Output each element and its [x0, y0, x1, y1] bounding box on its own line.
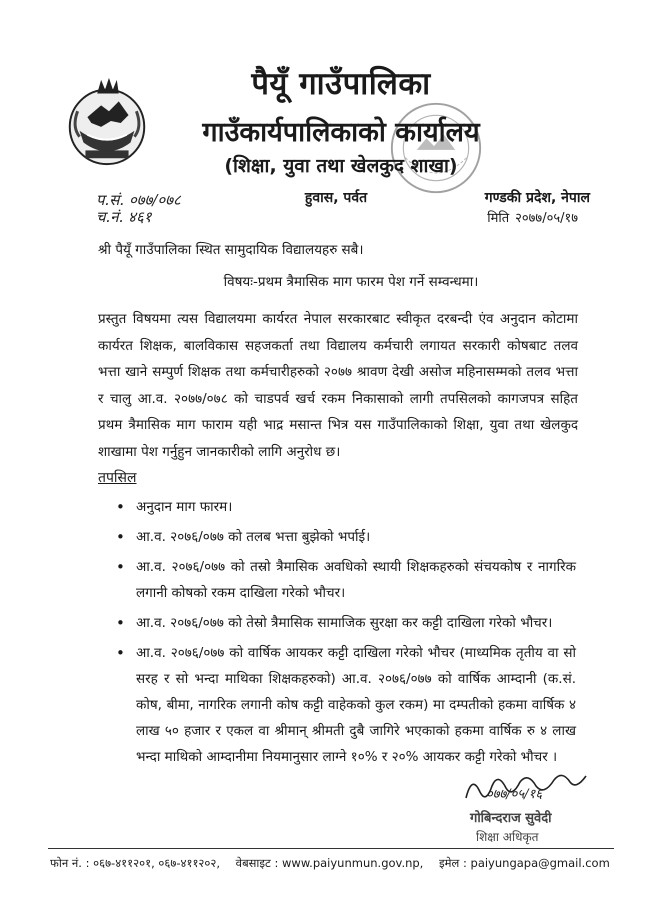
phone-value: ०६७-४११२०१, ०६७-४११२०२, — [93, 856, 221, 870]
dispatch-number: च.नं. ४६१ — [96, 208, 152, 226]
province-label: गण्डकी प्रदेश, नेपाल — [484, 190, 590, 206]
list-item: • आ.व. २०७६/०७७ को तेस्रो त्रैमासिक सामाजिक सुरक्षा कर कट्टी दाखिला गरेको भौचर। — [116, 610, 576, 636]
municipality-title: पैयूँ गाउँपालिका — [251, 66, 431, 102]
signatory-title: शिक्षा अधिकृत — [476, 830, 539, 844]
attachments-heading: तपसिल — [98, 470, 137, 486]
signatory-name: गोबिन्दराज सुवेदी — [470, 811, 552, 826]
recipient-line: श्री पैयूँ गाउँपालिका स्थित सामुदायिक विद्यालयहरु सबै। — [98, 242, 364, 258]
website-label: वेबसाइट : — [235, 856, 279, 870]
list-item: • आ.व. २०७६/०७७ को वार्षिक आयकर कट्टी दाखिला गरेको भौचर (माध्यमिक तृतीय वा सो सरह र सो भन्दा माथिका शिक्षकहरुको) आ.व. २०७६/०७७ को वार्षिक आम्दानी (क.सं. कोष, बीमा, नागरिक लगानी कोष कट्टी वाहेकको कुल रकम) मा दम्पतीको हकमा वार्षिक ४ लाख ५० हजार र एकल वा श्रीमान् श्रीमती दुबै जागिरे भएकाको हकमा वार्षिक रु ४ लाख भन्दा माथिको आम्दानीमा नियमानुसार लाग्ने १०% र २०% आयकर कट्टी गरेको भौचर । — [116, 640, 576, 770]
footer-divider — [48, 848, 614, 849]
email-label: इमेल : — [439, 856, 467, 870]
office-location: हुवास, पर्वत — [304, 190, 368, 206]
subject-line: विषयः-प्रथम त्रैमासिक माग फारम पेश गर्ने सम्वन्धमा। — [223, 274, 479, 290]
phone-label: फोन नं. : — [50, 856, 90, 870]
list-item: • अनुदान माग फारम। — [116, 494, 576, 520]
office-title: गाउँकार्यपालिकाको कार्यालय — [202, 117, 480, 148]
list-item: • आ.व. २०७६/०७७ को तस्रो त्रैमासिक अवधिको स्थायी शिक्षकहरुको संचयकोष र नागरिक लगानी कोषको रकम दाखिला गरेको भौचर। — [116, 554, 576, 606]
signature-date: ०७७/०५/१६ — [486, 787, 543, 802]
letter-date — [487, 208, 578, 226]
list-item: • आ.व. २०७६/०७७ को तलब भत्ता बुझेको भर्पाई। — [116, 524, 576, 550]
reference-number: प.सं. ०७७/०७८ — [96, 191, 181, 209]
date-value: २०७७/०५/१७ — [515, 211, 578, 226]
branch-title: (शिक्षा, युवा तथा खेलकुद शाखा) — [224, 155, 458, 177]
body-paragraph: प्रस्तुत विषयमा त्यस विद्यालयमा कार्यरत नेपाल सरकारबाट स्वीकृत दरबन्दी एंव अनुदान कोटामा कार्यरत शिक्षक, बालविकास सहजकर्ता तथा विद्यालय कर्मचारी लगायत सरकारी कोषबाट तलव भत्ता खाने सम्पुर्ण शिक्षक तथा कर्मचारीहरुको २०७७ श्रावण देखी असोज महिनासम्मको तलव भत्ता र चालु आ.व. २०७७/०७८ को चाडपर्व खर्च रकम निकासाको लागी तपसिलको कागजपत्र सहित प्रथम त्रैमासिक माग फाराम यही भाद्र मसान्त भित्र यस गाउँपालिकाको शिक्षा, युवा तथा खेलकुद शाखामा पेश गर्नुहुन जानकारीको लागि अनुरोध छ। — [98, 311, 578, 460]
email-link[interactable]: paiyungapa@gmail.com — [470, 856, 610, 870]
date-label: मिति — [487, 211, 510, 226]
website-link[interactable]: www.paiyunmun.gov.np, — [282, 856, 424, 870]
attachments-list — [116, 494, 576, 774]
footer-contact — [50, 856, 610, 871]
